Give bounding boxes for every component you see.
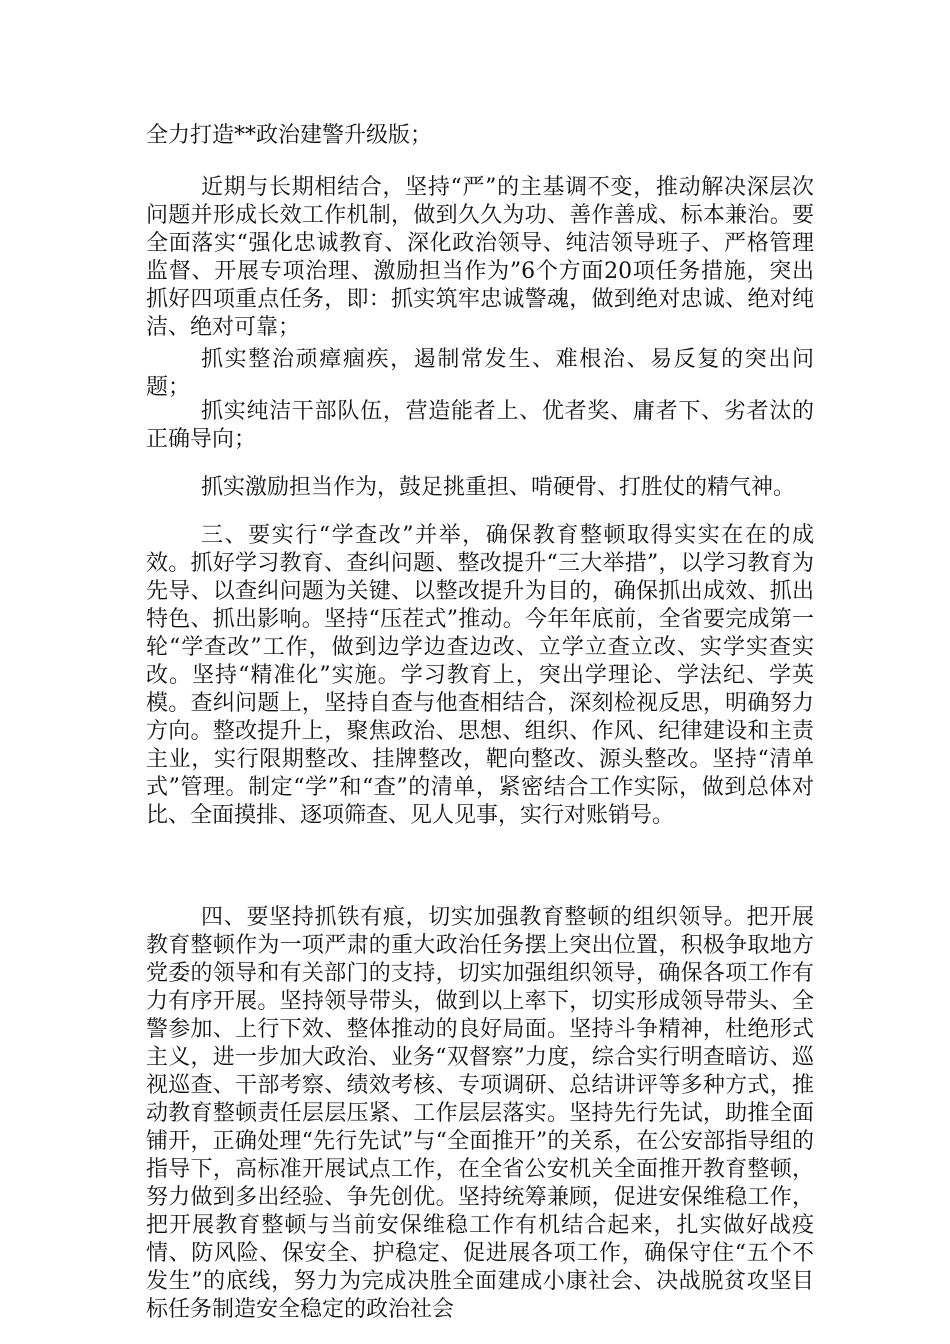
paragraph-continuation (146, 122, 814, 150)
paragraph-text: 抓实纯洁干部队伍，营造能者上、优者奖、庸者下、劣者汰的正确导向； (146, 399, 814, 452)
paragraph-rectify-problems (146, 346, 814, 402)
paragraph-long-short-term (146, 174, 814, 342)
paragraph-text: 四、要坚持抓铁有痕，切实加强教育整顿的组织领导。把开展教育整顿作为一项严肃的重大政治任务摆上突出位置，积极争取地方党委的领导和有关部门的支持，切实加强组织领导，确保各项工作有力有序开展。坚持领导带头，做到以上率下，切实形成领导带头、全警参加、上行下效、整体推动的良好局面。坚持斗争精神，杜绝形式主义，进一步加大政治、业务“双督察”力度，综合实行明查暗访、巡视巡查、干部考察、绩效考核、专项调研、总结讲评等多种方式，推动教育整顿责任层层压紧、工作层层落实。坚持先行先试，助推全面铺开，正确处理“先行先试”与“全面推开”的关系，在公安部指导组的指导下，高标准开展试点工作，在全省公安机关全面推开教育整顿，努力做到多出经验、争先创优。坚持统筹兼顾，促进安保维稳工作，把开展教育整顿与当前安保维稳工作有机结合起来，扎实做好战疫情、防风险、保安全、护稳定、促进展各项工作，确保守住“五个不发生”的底线，努力为完成决胜全面建成小康社会、决战脱贫攻坚目标任务制造安全稳定的政治社会 (146, 905, 814, 1322)
paragraph-purify-cadres (146, 398, 814, 454)
paragraph-section-three (146, 522, 814, 830)
paragraph-text: 抓实整治顽瘴痼疾，遏制常发生、难根治、易反复的突出问题； (146, 347, 814, 400)
paragraph-text: 抓实激励担当作为，鼓足挑重担、啃硬骨、打胜仗的精气神。 (201, 475, 796, 500)
paragraph-encourage-responsibility (146, 474, 814, 502)
paragraph-text: 近期与长期相结合，坚持“严”的主基调不变，推动解决深层次问题并形成长效工作机制，做到久久为功、善作善成、标本兼治。要全面落实“强化忠诚教育、深化政治领导、纯洁领导班子、严格管理监督、开展专项治理、激励担当作为”6个方面20项任务措施，突出抓好四项重点任务，即：抓实筑牢忠诚警魂，做到绝对忠诚、绝对纯洁、绝对可靠； (146, 175, 814, 340)
paragraph-text: 全力打造**政治建警升级版； (146, 123, 433, 148)
paragraph-text: 三、要实行“学查改”并举，确保教育整顿取得实实在在的成效。抓好学习教育、查纠问题、整改提升“三大举措”，以学习教育为先导、以查纠问题为关键、以整改提升为目的，确保抓出成效、抓出特色、抓出影响。坚持“压茬式”推动。今年年底前，全省要完成第一轮“学查改”工作，做到边学边查边改、立学立查立改、实学实查实改。坚持“精准化”实施。学习教育上，突出学理论、学法纪、学英模。查纠问题上，坚持自查与他查相结合，深刻检视反思，明确努力方向。整改提升上，聚焦政治、思想、组织、作风、纪律建设和主责主业，实行限期整改、挂牌整改，靶向整改、源头整改。坚持“清单式”管理。制定“学”和“查”的清单，紧密结合工作实际，做到总体对比、全面摸排、逐项筛查、见人见事，实行对账销号。 (146, 523, 814, 828)
paragraph-section-four (146, 904, 814, 1324)
